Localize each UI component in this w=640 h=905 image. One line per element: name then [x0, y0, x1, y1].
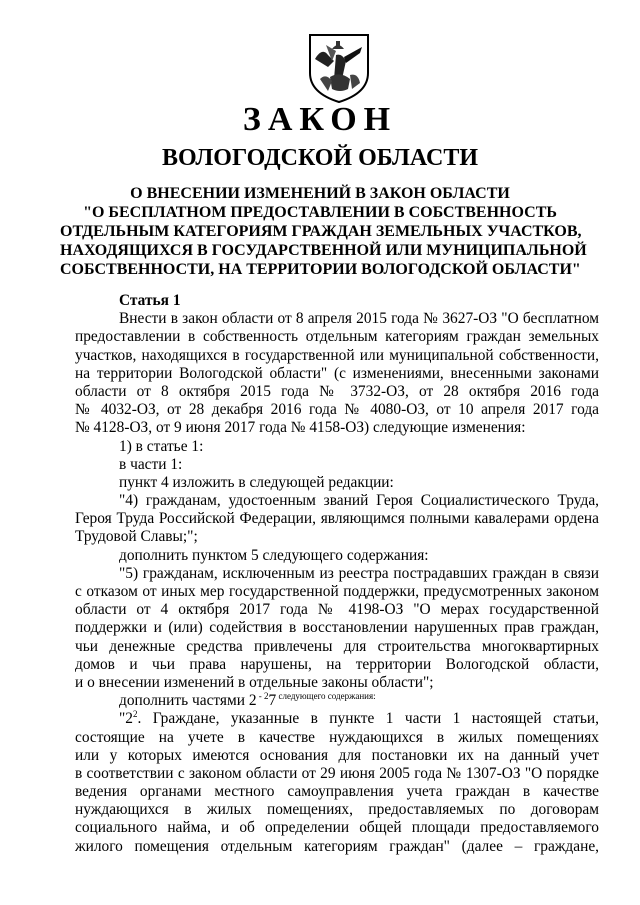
- text-line: пункт 4 изложить в следующей редакции:: [119, 473, 394, 491]
- text-line: участков, находящихся в государственной или муниципальной собственности,: [75, 346, 599, 364]
- text-line: области от 8 октября 2015 года № 3732-ОЗ, от 28 октября 2016 года: [75, 382, 599, 400]
- text-fragment: "2: [119, 710, 133, 728]
- text-fragment: . Граждане, указанные в пункте 1 части 1 настоящей статьи,: [137, 710, 599, 728]
- text-line: [75, 710, 599, 728]
- text-line: жилого помещения отдельным категориям граждан" (далее – граждане,: [75, 837, 599, 855]
- text-line: в соответствии с законом области от 29 июня 2005 года № 1307-ОЗ "О порядке: [75, 764, 599, 782]
- text-line: социального найма, и об определении общей площади предоставляемого: [75, 819, 599, 837]
- text-line: Трудовой Славы;";: [75, 528, 198, 546]
- text-line: области от 4 октября 2017 года № 4198-ОЗ "О мерах государственной: [75, 601, 599, 619]
- text-line: 1) в статье 1:: [119, 437, 204, 455]
- text-line: домов и чьи права нарушены, на территории Вологодской области,: [75, 655, 599, 673]
- text-line: "4) гражданам, удостоенным званий Героя Социалистического Труда,: [119, 492, 599, 510]
- coat-of-arms-icon: [306, 33, 372, 104]
- text-line: № 4128-ОЗ, от 9 июня 2017 года № 4158-ОЗ) следующие изменения:: [75, 419, 526, 437]
- text-line: и о внесении изменений в отдельные законы области";: [75, 673, 434, 691]
- heading-line: ОТДЕЛЬНЫМ КАТЕГОРИЯМ ГРАЖДАН ЗЕМЕЛЬНЫХ УЧАСТКОВ,: [60, 223, 582, 240]
- text-line: состоящие на учете в качестве нуждающихся в жилых помещениях: [75, 728, 599, 746]
- superscript: - 2: [256, 691, 269, 702]
- text-line: предоставлении в собственность отдельным категориям граждан земельных: [75, 328, 599, 346]
- text-line: в части 1:: [119, 455, 183, 473]
- heading-line: НАХОДЯЩИХСЯ В ГОСУДАРСТВЕННОЙ ИЛИ МУНИЦИПАЛЬНОЙ: [60, 242, 587, 259]
- article-title: Статья 1: [119, 292, 181, 309]
- text-line: Внести в закон области от 8 апреля 2015 года № 3627-ОЗ "О бесплатном: [119, 310, 599, 328]
- heading-line: СОБСТВЕННОСТИ, НА ТЕРРИТОРИИ ВОЛОГОДСКОЙ ОБЛАСТИ": [60, 261, 581, 278]
- text-line: "5) гражданам, исключенным из реестра пострадавших граждан в связи: [119, 564, 599, 582]
- text-line: нуждающихся в жилых помещениях, предоставляемых по договорам: [75, 801, 599, 819]
- text-fragment: 7: [268, 692, 277, 710]
- superscript: 2: [132, 709, 138, 720]
- text-fragment: 2: [248, 692, 257, 710]
- text-line: ведения органами местного самоуправления учета граждан в качестве: [75, 783, 599, 801]
- text-line: с отказом от иных мер государственной поддержки, предусмотренных законом: [75, 583, 599, 600]
- document-body: [75, 292, 599, 856]
- superscript: следующего содержания:: [276, 691, 376, 702]
- document-title: ЗАКОН: [242, 101, 398, 138]
- text-line: на территории Вологодской области" (с изменениями, внесенными законами: [75, 364, 599, 382]
- text-line: [75, 692, 599, 710]
- law-heading: [60, 184, 587, 279]
- document-subtitle: ВОЛОГОДСКОЙ ОБЛАСТИ: [161, 145, 479, 171]
- text-line: дополнить пунктом 5 следующего содержания:: [119, 546, 429, 564]
- text-fragment: дополнить частями: [119, 692, 249, 710]
- text-line: поддержки и (или) содействия в восстановлении нарушенных прав граждан,: [75, 619, 599, 637]
- text-line: или у которых имеются основания для постановки их на данный учет: [75, 746, 599, 764]
- heading-line: "О БЕСПЛАТНОМ ПРЕДОСТАВЛЕНИИ В СОБСТВЕННОСТЬ: [83, 204, 557, 221]
- heading-line: О ВНЕСЕНИИ ИЗМЕНЕНИЙ В ЗАКОН ОБЛАСТИ: [130, 185, 510, 202]
- text-line: № 4032-ОЗ, от 28 декабря 2016 года № 4080-ОЗ, от 10 апреля 2017 года: [75, 401, 599, 419]
- text-line: Героя Труда Российской Федерации, являющимся полными кавалерами ордена: [75, 510, 599, 528]
- text-line: чьи денежные средства привлечены для строительства многоквартирных: [75, 637, 599, 655]
